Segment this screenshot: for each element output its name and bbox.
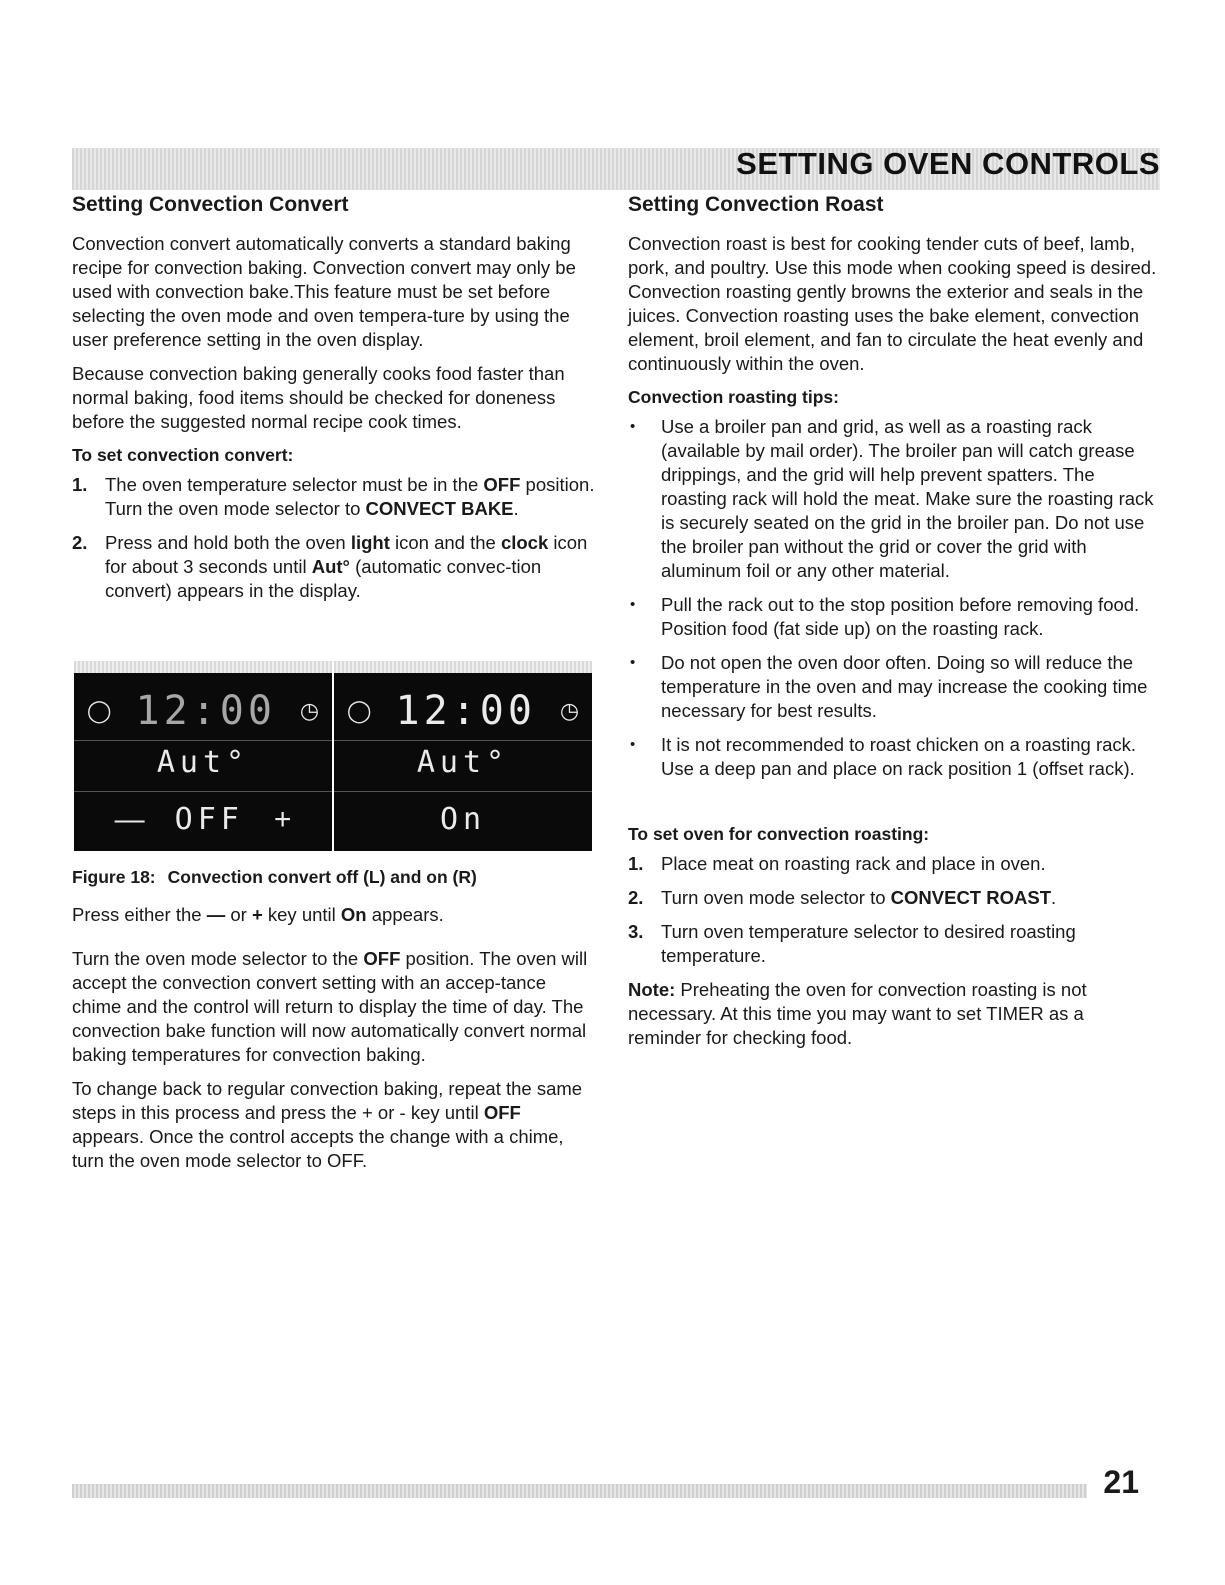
- clock-display: 12:00: [395, 688, 536, 734]
- text: To change back to regular convection baking, repeat the same steps in this process and press the + or - key until: [72, 1078, 583, 1123]
- step-text: Turn oven mode selector to: [661, 887, 891, 908]
- roast-step-1: [628, 852, 1160, 876]
- tip-item: • It is not recommended to roast chicken on a roasting rack. Use a deep pan and place on rack position 1 (offset rack).: [628, 733, 1160, 781]
- step-number: 1.: [72, 474, 88, 495]
- convert-step-2: [72, 531, 597, 603]
- display-value-row: [74, 796, 332, 844]
- keyword: +: [251, 904, 263, 925]
- page-number: 21: [1103, 1464, 1139, 1500]
- convert-steps-list: [72, 473, 597, 603]
- right-column: [628, 192, 1160, 1060]
- roast-step-2: [628, 886, 1160, 910]
- step-text: Place meat on roasting rack and place in oven.: [661, 853, 1046, 874]
- text: Press either the: [72, 904, 207, 925]
- text: appears. Once the control accepts the change with a chime, turn the oven mode selector to OFF.: [72, 1126, 564, 1171]
- control-panel-on: [334, 661, 592, 851]
- keyword: On: [340, 904, 367, 925]
- note-label: Note:: [628, 979, 676, 1000]
- plus-key[interactable]: +: [273, 803, 292, 836]
- light-bulb-icon: ◯: [86, 698, 112, 723]
- roast-intro-paragraph: Convection roast is best for cooking tender cuts of beef, lamb, pork, and poultry. Use this mode when cooking speed is desired. Convection roasting gently browns the exterior and seals in the juices. Convection roasting uses the bake element, convection element, broil element, and fan to circulate the heat evenly and continuously within the oven.: [628, 233, 1157, 374]
- panel-frame: [334, 661, 592, 673]
- value-display: On: [439, 802, 487, 837]
- keyword: OFF: [363, 948, 401, 969]
- keyword: clock: [500, 532, 549, 553]
- figure-caption-text: Convection convert off (L) and on (R): [167, 867, 477, 887]
- text: Turn the oven mode selector to the: [72, 948, 364, 969]
- step-text: .: [1051, 887, 1057, 908]
- step-number: 1.: [628, 853, 644, 874]
- display-time-row: [334, 683, 592, 739]
- display-mode-row: [74, 741, 332, 785]
- step-text: icon for about 3 seconds until: [105, 532, 588, 577]
- clock-display: 12:00: [135, 688, 276, 734]
- text: or: [225, 904, 252, 925]
- divider: [74, 791, 332, 792]
- roast-steps-list: [628, 852, 1160, 968]
- step-text: position. Turn the oven mode selector to: [105, 474, 595, 519]
- step-text: icon and the: [389, 532, 501, 553]
- step-number: 3.: [628, 921, 644, 942]
- roast-step-3: [628, 920, 1160, 968]
- convert-intro-paragraph: Convection convert automatically converts a standard baking recipe for convection baking. Convection convert may only be used with convection bake.This feature must be set before selecting the oven mode and oven tempera-ture by using the user preference setting in the oven display.: [72, 233, 576, 350]
- set-roasting-heading: To set oven for convection roasting:: [628, 824, 930, 844]
- convection-roast-heading: Setting Convection Roast: [628, 193, 884, 216]
- figure-label: Figure 18:: [72, 867, 156, 887]
- set-convert-subheading: To set convection convert:: [72, 445, 294, 465]
- display-value-row: [334, 796, 592, 844]
- roasting-tips-heading: Convection roasting tips:: [628, 387, 839, 407]
- value-display: OFF: [174, 802, 244, 837]
- light-bulb-icon: ◯: [346, 698, 372, 723]
- step-number: 2.: [72, 532, 88, 553]
- footer-band: [72, 1484, 1087, 1498]
- convert-step-1: [72, 473, 597, 521]
- display-time-row: [74, 683, 332, 739]
- control-panel-off: [74, 661, 332, 851]
- roasting-tips-list: [628, 415, 1160, 781]
- keyword: OFF: [483, 1102, 521, 1123]
- mode-selector-paragraph: [72, 947, 597, 1067]
- note-text: Preheating the oven for convection roasting is not necessary. At this time you may want to set TIMER as a reminder for checking food.: [628, 979, 1087, 1048]
- tip-item: • Do not open the oven door often. Doing so will reduce the temperature in the oven and may increase the cooking time necessary for best results.: [628, 651, 1160, 723]
- convection-convert-heading: Setting Convection Convert: [72, 193, 349, 216]
- figure-caption: [72, 865, 597, 889]
- keyword: CONVECT BAKE: [365, 498, 514, 519]
- step-text: (automatic convec-tion convert) appears in the display.: [105, 556, 542, 601]
- step-text: Press and hold both the oven: [105, 532, 351, 553]
- clock-icon: ◷: [299, 698, 320, 723]
- keyword: —: [206, 904, 226, 925]
- display-mode-row: [334, 741, 592, 785]
- tip-item: • Use a broiler pan and grid, as well as a roasting rack (available by mail order). The broiler pan will catch grease drippings, and the grid will help prevent spatters. The roasting rack will hold the meat. Make sure the roasting rack is securely seated on the grid in the broiler pan. Do not use the broiler pan without the grid or cover the grid with aluminum foil or any other material.: [628, 415, 1160, 583]
- minus-key[interactable]: —: [114, 803, 145, 836]
- keyword: OFF: [483, 474, 521, 495]
- panel-frame: [74, 661, 332, 673]
- keyword: CONVECT ROAST: [890, 887, 1051, 908]
- text: position. The oven will accept the convection convert setting with an accep-tance chime and the control will return to display the time of day. The convection bake function will now automatically convert normal baking temperatures for convection baking.: [72, 948, 588, 1065]
- text: appears.: [366, 904, 444, 925]
- step-text: Turn oven temperature selector to desired roasting temperature.: [661, 921, 1076, 966]
- step-number: 2.: [628, 887, 644, 908]
- tip-item: • Pull the rack out to the stop position before removing food. Position food (fat side up) on the roasting rack.: [628, 593, 1160, 641]
- divider: [334, 791, 592, 792]
- step-text: The oven temperature selector must be in the: [105, 474, 484, 495]
- convert-faster-paragraph: Because convection baking generally cooks food faster than normal baking, food items should be checked for doneness before the suggested normal recipe cook times.: [72, 363, 565, 432]
- section-title: SETTING OVEN CONTROLS: [736, 146, 1160, 181]
- keyword: light: [350, 532, 390, 553]
- mode-display: Aut°: [416, 745, 510, 780]
- note-paragraph: [628, 978, 1160, 1050]
- press-key-paragraph: [72, 903, 597, 927]
- control-panel-figure: [72, 661, 592, 851]
- mode-display: Aut°: [156, 745, 250, 780]
- clock-icon: ◷: [559, 698, 580, 723]
- step-text: .: [513, 498, 519, 519]
- left-column: [72, 192, 597, 1183]
- change-back-paragraph: [72, 1077, 597, 1173]
- text: key until: [262, 904, 341, 925]
- keyword: Aut°: [311, 556, 350, 577]
